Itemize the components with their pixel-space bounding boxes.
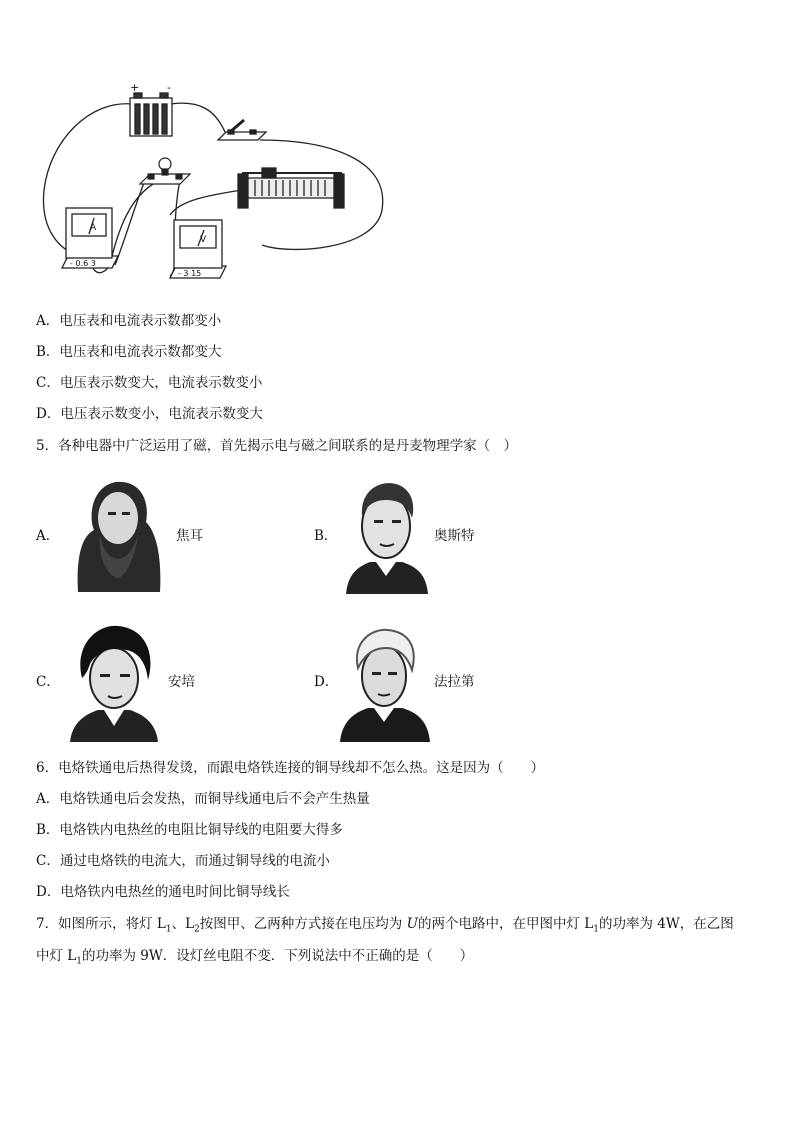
portrait-ampere [66, 622, 162, 742]
voltage-symbol: U [406, 916, 418, 932]
q5-option-d-letter[interactable]: D． [314, 674, 339, 690]
wire [115, 180, 145, 265]
wire [170, 190, 242, 215]
q4-option-b[interactable]: B．电压表和电流表示数都变大 [36, 344, 222, 360]
q5-option-b-letter[interactable]: B． [314, 528, 338, 544]
ammeter-terminals: - 0.6 3 [70, 259, 96, 268]
ammeter-label: A [90, 223, 97, 233]
q4-option-a[interactable]: A．电压表和电流表示数都变小 [36, 313, 222, 329]
q5-option-c-name: 安培 [168, 674, 195, 690]
q7-stem-line-1: 7．如图所示，将灯 $L_1$、$L_2$按图甲、乙两种方式接在电压均为 U的两个电路中，在甲图中灯 $L_1$的功率为 4W，在乙图 [36, 916, 734, 935]
voltmeter-label: V [200, 235, 207, 245]
portrait-faraday [338, 624, 432, 742]
q6-stem: 6．电烙铁通电后热得发烫，而跟电烙铁连接的铜导线却不怎么热。这是因为（ ） [36, 760, 545, 776]
q5-option-a-name: 焦耳 [176, 528, 203, 544]
lamp [140, 158, 190, 184]
q6-option-b[interactable]: B．电烙铁内电热丝的电阻比铜导线的电阻要大得多 [36, 822, 343, 838]
q5-option-d-name: 法拉第 [434, 674, 475, 690]
wire [170, 103, 225, 132]
q5-option-a-letter[interactable]: A． [36, 528, 60, 544]
knife-switch [218, 120, 266, 140]
circuit-diagram [30, 80, 400, 280]
portrait-oersted [340, 476, 432, 594]
q6-option-c[interactable]: C．通过电烙铁的电流大，而通过铜导线的电流小 [36, 853, 330, 869]
battery [130, 93, 172, 136]
q6-option-d[interactable]: D．电烙铁内电热丝的通电时间比铜导线长 [36, 884, 290, 900]
q4-option-d[interactable]: D．电压表示数变小，电流表示数变大 [36, 406, 263, 422]
portrait-joule [70, 476, 164, 592]
q5-stem: 5．各种电器中广泛运用了磁，首先揭示电与磁之间联系的是丹麦物理学家（ ） [36, 438, 518, 454]
q5-option-c-letter[interactable]: C． [36, 674, 60, 690]
battery-plus-sign: + [130, 81, 140, 94]
voltmeter-terminals: - 3 15 [178, 269, 202, 278]
q5-option-b-name: 奥斯特 [434, 528, 475, 544]
q6-option-a[interactable]: A．电烙铁通电后会发热，而铜导线通电后不会产生热量 [36, 791, 370, 807]
rheostat [238, 168, 344, 208]
q4-option-c[interactable]: C．电压表示数变大，电流表示数变小 [36, 375, 263, 391]
battery-minus-sign: - [167, 81, 171, 94]
q7-stem-line-2: 中灯 $L_1$的功率为 9W．设灯丝电阻不变．下列说法中不正确的是（ ） [36, 948, 474, 967]
